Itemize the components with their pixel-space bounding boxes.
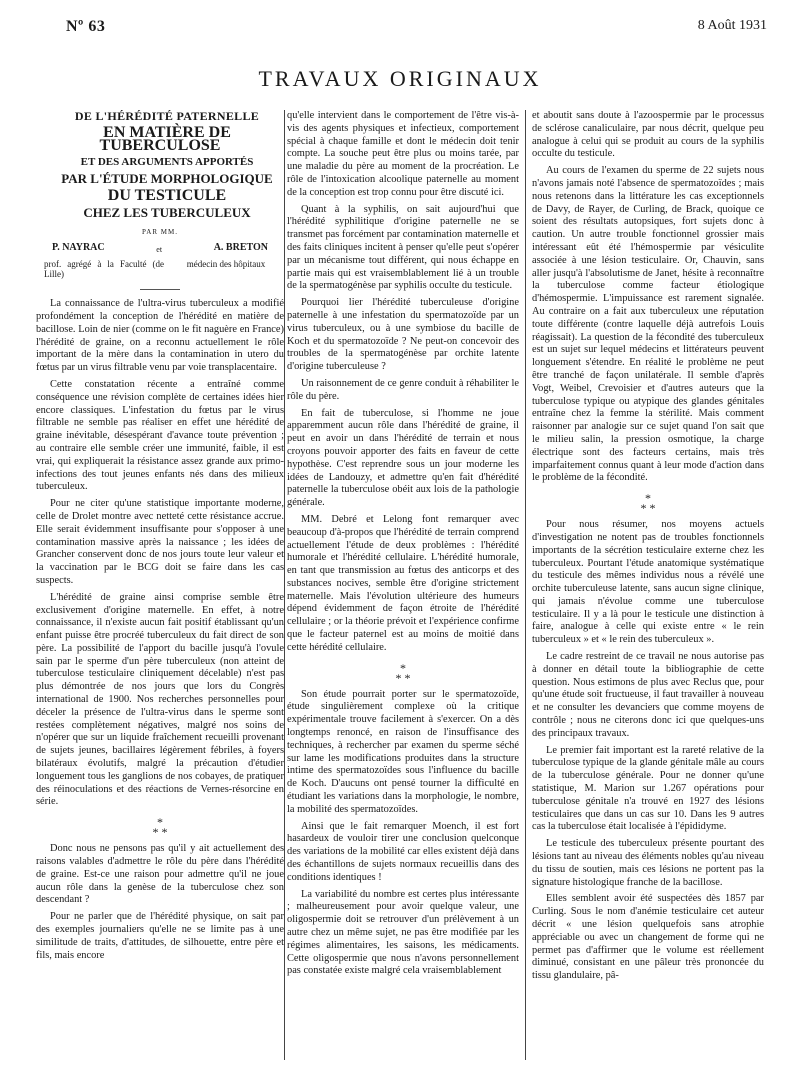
running-header — [66, 18, 767, 42]
authors — [36, 242, 284, 257]
paragraph: Le cadre restreint de ce travail ne nous autorise pas à donner en détail toute la bibliographie de cette question. Nous estimons de plus avec Reclus que, pour qu'une étude soit fructueuse, il faut travailler à nouveau et ne consulter les devanciers que comme moyens de contrôle ; nous ne citerons donc ici que quelques-uns des principaux travaux. — [532, 651, 764, 739]
paragraph: Pourquoi lier l'hérédité tuberculeuse d'origine paternelle à une infestation du spermatozoïde par un virus tuberculeux, ou à une symbiose du bacille de Koch et du spermatozoïde ? Ne peut-on concevoir des troubles de la spermatogénèse par orchite latente d'origine tuberculeuse ? — [287, 297, 519, 373]
author-name: A. BRETON — [213, 242, 268, 254]
column-rule-right — [525, 110, 526, 1060]
separator-stars: * * — [152, 825, 168, 840]
paragraph: Le premier fait important est la rareté relative de la tuberculose typique de la glande génitale mâle au cours de la tuberculose générale. Pour ne donner qu'une statistique, M. Marion sur 1.267 opérations pour tuberculose génitale n'a trouvé en 1927 des lésions testiculaires que dans un cas sur 10. Dans les 9 autres cas la tuberculose était localisée à l'épididyme. — [532, 744, 764, 833]
byline-prefix: PAR MM. — [142, 227, 178, 236]
author-name: P. NAYRAC — [52, 242, 105, 254]
article-title-line: ET DES ARGUMENTS APPORTÉS — [80, 156, 254, 169]
paragraph: et aboutit sans doute à l'azoospermie par le processus de sclérose canaliculaire, par nous décrit, quelque peu analogue à celui qui se produit au cours de la syphilis occulte du testicule. — [532, 110, 764, 160]
section-separator — [287, 660, 519, 685]
separator-star: * — [400, 660, 406, 675]
paragraph: L'hérédité de graine ainsi comprise semble être exclusivement d'origine maternelle. En effet, à notre connaissance, il n'existe aucun fait positif établissant qu'un enfant puisse être procréé tuberculeux du fait direct de son père. La possibilité de l'apport du bacille jusqu'à l'ovule sain par le sperme d'un père tuberculeux (non atteint de tuberculose testiculaire cliniquement décelable) n'est pas plus démontrée de nos jours que lors du Congrès international de 1900. Nos recherches personnelles pour déceler la présence de l'ultra-virus dans le sperme sont restées complètement négatives, malgré nos soins de n'opérer que sur un liquide fraîchement recueilli provenant de sujets jeunes, bacillaires légèrement fébriles, à foyers bilatéraux évolutifs, malgré la précaution d'étudier longuement tous les ganglions de nos cobayes, de pratiquer des réinoculations et des réactions de Vernes-résorcine en série. — [36, 591, 284, 808]
section-title: TRAVAUX ORIGINAUX — [258, 66, 542, 91]
article-title-line: PAR L'ÉTUDE MORPHOLOGIQUE — [61, 171, 273, 187]
column-rule-left — [284, 110, 285, 1060]
article-title-line: CHEZ LES TUBERCULEUX — [83, 204, 251, 220]
title-divider — [140, 289, 180, 290]
paragraph: MM. Debré et Lelong font remarquer avec beaucoup d'à-propos que l'hérédité de terrain comprend actuellement l'étude de deux problèmes : l'hérédité humorale et l'hérédité cellulaire. L'hérédité humorale, en tant que transmission au fœtus des anticorps et des substances nocives, semble être d'origine strictement maternelle. Mais l'évolution ultérieure des humeurs dépend évidemment de façon étroite de l'hérédité cellulaire ; or la théorie prévoit et l'expérience confirme que le facteur paternel est au moins de moitié dans cette hérédité cellulaire. — [287, 513, 519, 653]
paragraph: Pour ne parler que de l'hérédité physique, on sait par des exemples journaliers qu'elle ne se limite pas à une similitude de traits, d'attitudes, de silhouette, entre père et fils, mais encore — [36, 911, 284, 961]
separator-star: * — [645, 491, 651, 506]
author-conjunction: et — [156, 245, 163, 255]
column-middle — [287, 110, 519, 982]
separator-stars: * * — [395, 670, 411, 685]
paragraph: Pour ne citer qu'une statistique importante moderne, celle de Drolet montre avec netteté cette résistance accrue. Elle serait évidemment insuffisante pour s'opposer à une contamination massive après la naissance ; les idées de Grancher conservent donc de nos jours toute leur valeur et la vaccination par le BCG doit se faire dans les cas suspects. — [36, 498, 284, 586]
paragraph: Quant à la syphilis, on sait aujourd'hui que l'hérédité syphilitique d'origine paternelle ne se transmet pas forcément par contamination maternelle et des faits cliniques incitent à penser qu'elle peut s'opérer par un mécanisme tout différent, qui nous échappe en partie mais qui est vraisemblablement lié à un trouble de la spermatogénèse par syphilis occulte du testicule. — [287, 203, 519, 292]
issue-number: Nº 63 — [66, 18, 106, 35]
column-right — [532, 110, 764, 987]
paragraph: Elles semblent avoir été suspectées dès 1857 par Curling. Sous le nom d'anémie testiculaire cet auteur décrit « une lésion quelquefois sans atrophie appréciable ou avec un changement de forme qui ne permet pas d'affirmer que le volume est réellement diminué, consistant en une pâleur très prononcée du tissu glandulaire, pâ- — [532, 893, 764, 982]
paragraph: Le testicule des tuberculeux présente pourtant des lésions tant au niveau des éléments nobles qu'au niveau du tissu de soutien, mais ces lésions ne portent pas la signature histologique franche de la bacillose. — [532, 838, 764, 888]
paragraph: Pour nous résumer, nos moyens actuels d'investigation ne notent pas de troubles fonctionnels importants de la sécrétion testiculaire externe chez les tuberculeux. Pourtant l'étude anatomique systématique du testicule des mêmes individus nous a révélé une orchite tuberculeuse latente, sans aucun signe clinique, qui jamais n'évolue comme une tuberculose testiculaire. Il y a là pour le testicule une distinction à faire, analogue à celle qui existe entre « le rein tuberculeux » et « le rein des tuberculeux ». — [532, 519, 764, 646]
article-title-line: EN MATIÈRE DE TUBERCULOSE — [99, 123, 231, 154]
column-left — [36, 110, 284, 966]
paragraph: En fait de tuberculose, si l'homme ne joue apparemment aucun rôle dans l'hérédité de graine, il peut en avoir un dans l'hérédité de terrain et nous croyons pouvoir apporter des faits en faveur de cette hypothèse. C'est reprendre sous un jour moderne les idées de Landouzy, et admettre qu'en fait d'hérédité paternelle la tuberculose obéit aux lois de la pathologie générale. — [287, 407, 519, 509]
paragraph: Au cours de l'examen du sperme de 22 sujets nous n'avons jamais noté l'absence de spermatozoïdes ; mais nous retenons dans la littérature les cas exceptionnels de Davy, de Rayer, de Curling, de Brack, quoique ce soient des résultats autopsiques, fort sujets donc à caution. Un autre trouble fonctionnel grossier mais intéressant eût été l'hémospermie par vésiculite associée à une lésion testiculaire. Or, Chauvin, sans aller jusqu'à l'absolutisme de Janet, hésite à reconnaître la tuberculose comme facteur étiologique d'hémospermie. L'impuissance est rarement signalée. Au contraire on a fait aux tuberculeux une réputation toute différente (contre laquelle déjà autrefois Louis réagissait). La question de la fécondité des tuberculeux est un sujet sur lequel médecins et littérateurs peuvent longuement s'étendre. En réalité le problème ne peut être tranché de façon unilatérale. Il semble d'après Vogt, Weibel, Crevoisier et d'autres auteurs que la tuberculose typique ou atypique des glandes génitales entraîne chez la femme la stérilité. Mais comment raisonner par analogie sur ce sujet quand l'on sait que le milieu salin, la pression osmotique, la charge électrique sont des facteurs certains, mais très imparfaitement connus quant à leur mode d'action dans le problème de la fécondité. — [532, 165, 764, 484]
paragraph: qu'elle intervient dans le comportement de l'être vis-à-vis des agents physiques et infectieux, comportement spécial à chaque famille et dont le médecin doit tenir compte. La souche peut être plus ou moins tarée, par une maladie du père au moment de la procréation. Le rôle de l'intoxication alcoolique paternelle au moment de la conception est trop connu pour être discuté ici. — [287, 110, 519, 198]
separator-star: * — [157, 815, 163, 830]
paragraph: Ainsi que le fait remarquer Moench, il est fort hasardeux de vouloir tirer une conclusion quelconque des variations de la mobilité car elles existent déjà dans des échantillons de sujets normaux recueillis dans des conditions identiques ! — [287, 820, 519, 883]
separator-stars: * * — [640, 501, 656, 516]
author-affiliations — [36, 259, 284, 279]
section-separator — [36, 815, 284, 840]
article-title-line: DE L'HÉRÉDITÉ PATERNELLE — [74, 109, 260, 123]
author-affiliation: médecin des hôpitaux — [186, 259, 266, 270]
paragraph: Son étude pourrait porter sur le spermatozoïde, étude singulièrement complexe où la critique expérimentale trouve facilement à s'exercer. On a dès longtemps renoncé, en raison de l'insuffisance des techniques, à rechercher par examen du sperme séché sur lame les modifications produites dans la structure intime des spermatozoïdes sous l'influence du bacille de Koch. D'aucuns ont pensé tourner la difficulté en étudiant les variations dans la morphologie, le nombre, la mobilité des spermatozoïdes. — [287, 688, 519, 815]
section-separator — [532, 491, 764, 516]
paragraph: La variabilité du nombre est certes plus intéressante ; malheureusement pour avoir quelque valeur, une oligospermie doit se retrouver d'un prélèvement à un autre chez un même sujet, ne pas être modifiée par les régimes alimentaires, les saisons, les médicaments. Cette oligospermie que nous n'avons personnellement pas constatée existe malgré cela vraisemblablement — [287, 888, 519, 977]
issue-date: 8 Août 1931 — [697, 18, 767, 33]
author-affiliation: prof. agrégé à la Faculté (de Lille) — [44, 259, 164, 280]
paragraph: Cette constatation récente a entraîné comme conséquence une révision complète de certaines idées hier encore classiques. L'infestation du fœtus par le virus filtrable ne semble pas réaliser en effet une hérédité de graine inévitable, désespérant d'avance toute prévention ; au contraire elle semble créer une immunité, faible, il est vrai, qui expliquerait la résistance assez grande aux primo-infections des tout jeunes enfants nés dans des milieux tuberculeux. — [36, 378, 284, 493]
paragraph: Donc nous ne pensons pas qu'il y ait actuellement des raisons valables d'admettre le rôle du père dans l'hérédité de graine. Est-ce une raison pour admettre qu'il ne joue aucun rôle dans la genèse de la tuberculose chez son descendant ? — [36, 843, 284, 906]
article-title-line: DU TESTICULE — [107, 186, 227, 204]
paragraph: La connaissance de l'ultra-virus tuberculeux a modifié profondément la conception de l'hérédité en matière de bacillose. Loin de nier (comme on le fit naguère en France) l'hérédité de graine, on a reconnu actuellement le rôle important de la mère dans la contamination in utero du fœtus par un virus filtrable venu par voie transplacentaire. — [36, 298, 284, 374]
paragraph: Un raisonnement de ce genre conduit à réhabiliter le rôle du père. — [287, 377, 519, 402]
